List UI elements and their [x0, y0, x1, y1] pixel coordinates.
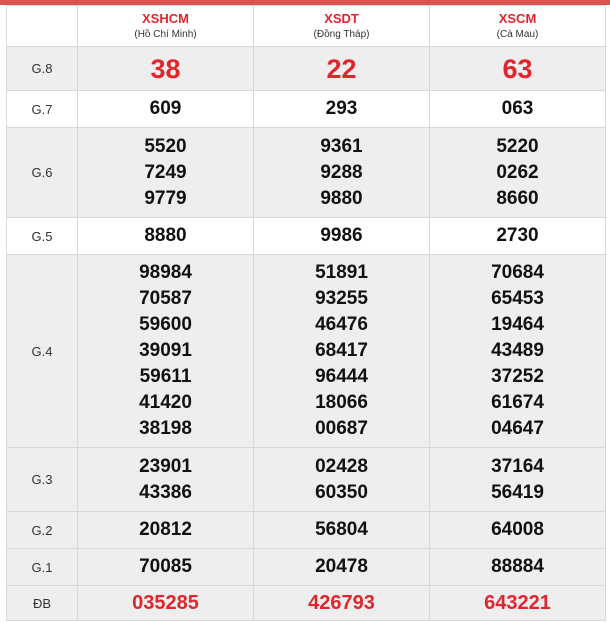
prize-number: 18066: [315, 392, 368, 413]
prize-number: 88884: [491, 556, 544, 577]
prize-number: 37252: [491, 366, 544, 387]
prize-number: 41420: [139, 392, 192, 413]
province-code-link[interactable]: XSCM: [498, 11, 537, 26]
prize-row: [7, 512, 606, 549]
prize-label: G.4: [7, 255, 78, 448]
prize-row: [7, 91, 606, 128]
prize-number: 20478: [315, 556, 368, 577]
prize-number: 9361: [320, 135, 363, 157]
table-header-row: [7, 6, 606, 47]
prize-number: 56419: [491, 481, 544, 503]
prize-number: 9986: [320, 225, 363, 246]
prize-number: 643221: [484, 592, 551, 614]
header-col-1[interactable]: [254, 6, 430, 47]
prize-number: 5220: [496, 135, 539, 157]
prize-cell: [430, 47, 606, 91]
prize-cell: [78, 512, 254, 549]
header-col-2[interactable]: [430, 6, 606, 47]
prize-row: [7, 218, 606, 255]
prize-cell: [430, 586, 606, 621]
prize-label: G.5: [7, 218, 78, 255]
prize-cell: [430, 218, 606, 255]
province-code-link[interactable]: XSHCM: [142, 11, 189, 26]
prize-label: G.8: [7, 47, 78, 91]
prize-number: 8660: [496, 187, 539, 209]
prize-number: 426793: [308, 592, 375, 614]
prize-cell: [78, 218, 254, 255]
prize-row: [7, 549, 606, 586]
prize-number: 063: [501, 98, 534, 119]
prize-label: G.7: [7, 91, 78, 128]
header-corner: [7, 6, 78, 47]
prize-number: 0262: [496, 161, 539, 183]
prize-number: 38: [150, 53, 181, 84]
prize-number: 22: [326, 53, 357, 84]
prize-number: 93255: [315, 288, 368, 309]
prize-number: 7249: [144, 161, 187, 183]
prize-number: 37164: [491, 455, 544, 477]
prize-cell: [254, 47, 430, 91]
prize-number: 63: [502, 53, 533, 84]
prize-cell: [430, 448, 606, 512]
prize-number: 04647: [491, 418, 544, 439]
prize-number: 609: [149, 98, 182, 119]
prize-label: G.6: [7, 128, 78, 218]
prize-number: 61674: [491, 392, 544, 413]
prize-cell: [430, 255, 606, 448]
prize-number: 70085: [139, 556, 192, 577]
prize-number: 59611: [139, 366, 192, 387]
prize-cell: [254, 549, 430, 586]
prize-number: 9288: [320, 161, 363, 183]
lottery-results-table: [6, 5, 606, 621]
prize-number: 70587: [139, 288, 192, 309]
prize-cell: [78, 448, 254, 512]
prize-number: 39091: [139, 340, 192, 361]
prize-cell: [254, 512, 430, 549]
prize-number: 56804: [315, 519, 368, 540]
prize-cell: [254, 586, 430, 621]
prize-cell: [254, 255, 430, 448]
prize-cell: [78, 255, 254, 448]
prize-number: 59600: [139, 314, 192, 335]
prize-cell: [430, 549, 606, 586]
prize-cell: [430, 512, 606, 549]
prize-label: G.3: [7, 448, 78, 512]
prize-cell: [430, 128, 606, 218]
prize-number: 46476: [315, 314, 368, 335]
prize-cell: [430, 91, 606, 128]
prize-number: 98984: [139, 262, 192, 283]
prize-number: 43489: [491, 340, 544, 361]
prize-number: 64008: [491, 519, 544, 540]
prize-number: 60350: [315, 481, 368, 503]
prize-cell: [254, 91, 430, 128]
prize-number: 65453: [491, 288, 544, 309]
prize-cell: [254, 218, 430, 255]
prize-number: 9779: [144, 187, 187, 209]
prize-number: 43386: [139, 481, 192, 503]
prize-cell: [254, 448, 430, 512]
prize-label: ĐB: [7, 586, 78, 621]
prize-number: 02428: [315, 455, 368, 477]
prize-number: 035285: [132, 592, 199, 614]
prize-row: [7, 255, 606, 448]
prize-number: 8880: [144, 225, 187, 246]
prize-number: 00687: [315, 418, 368, 439]
province-name: (Hồ Chí Minh): [134, 29, 197, 40]
province-code-link[interactable]: XSDT: [324, 11, 359, 26]
province-name: (Đồng Tháp): [313, 29, 370, 40]
prize-label: G.2: [7, 512, 78, 549]
prize-cell: [78, 91, 254, 128]
prize-number: 293: [325, 98, 358, 119]
prize-number: 96444: [315, 366, 368, 387]
prize-number: 9880: [320, 187, 363, 209]
header-col-0[interactable]: [78, 6, 254, 47]
prize-number: 38198: [139, 418, 192, 439]
prize-number: 70684: [491, 262, 544, 283]
prize-number: 20812: [139, 519, 192, 540]
prize-cell: [78, 549, 254, 586]
prize-row: [7, 448, 606, 512]
prize-number: 19464: [491, 314, 544, 335]
prize-number: 5520: [144, 135, 187, 157]
prize-cell: [254, 128, 430, 218]
prize-row: [7, 586, 606, 621]
prize-number: 51891: [315, 262, 368, 283]
prize-cell: [78, 47, 254, 91]
prize-number: 2730: [496, 225, 539, 246]
prize-number: 68417: [315, 340, 368, 361]
prize-cell: [78, 128, 254, 218]
prize-row: [7, 47, 606, 91]
prize-number: 23901: [139, 455, 192, 477]
province-name: (Cà Mau): [496, 29, 539, 40]
prize-cell: [78, 586, 254, 621]
prize-label: G.1: [7, 549, 78, 586]
prize-row: [7, 128, 606, 218]
